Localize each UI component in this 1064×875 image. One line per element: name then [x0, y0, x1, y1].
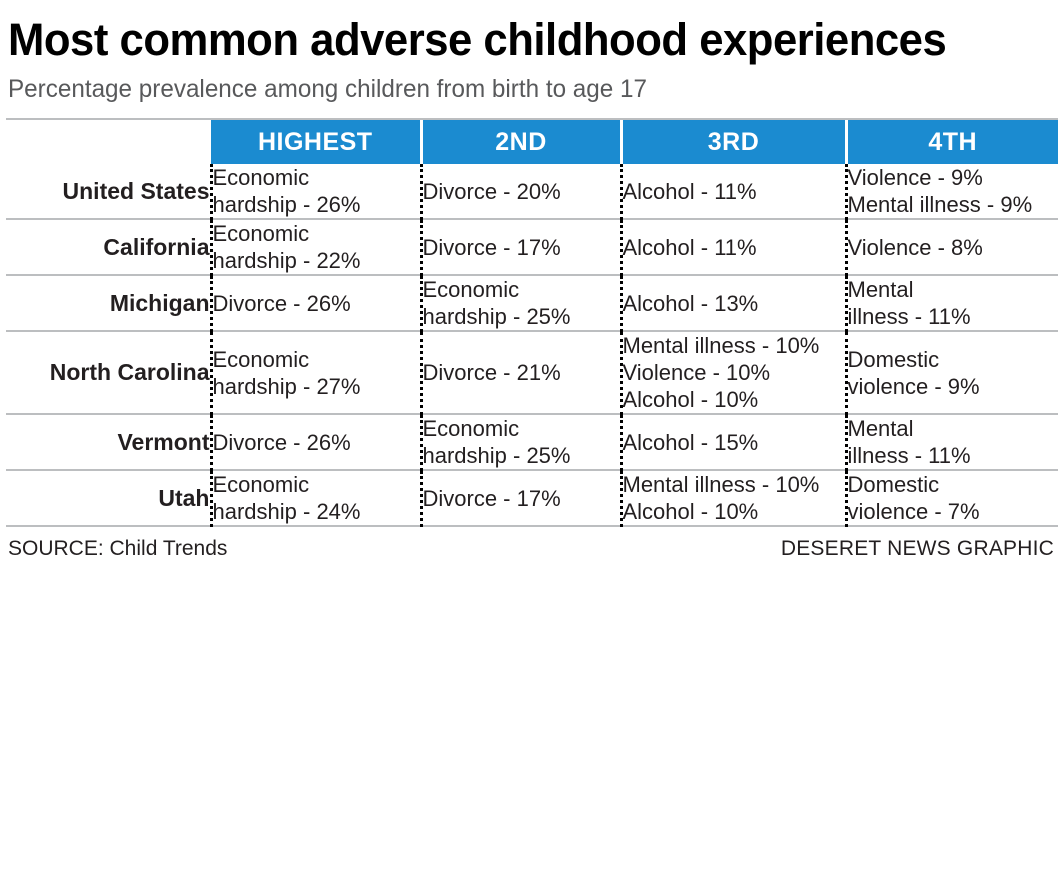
cell-line: hardship - 22%	[212, 248, 361, 273]
cell-line: Divorce - 17%	[422, 234, 561, 260]
source-note: SOURCE: Child Trends	[8, 537, 228, 560]
cell-united-states-highest	[211, 164, 421, 219]
table-corner-cell	[6, 120, 211, 164]
cell-michigan-3rd	[621, 275, 846, 331]
table-header-row	[6, 120, 1058, 164]
cell-line: Alcohol - 10%	[622, 387, 759, 412]
column-header-highest: HIGHEST	[211, 120, 421, 164]
table-row	[6, 414, 1058, 470]
cell-line: Divorce - 17%	[422, 485, 561, 511]
cell-line: Mental illness - 10%	[622, 472, 820, 497]
cell-california-4th	[846, 219, 1058, 275]
cell-line: illness - 11%	[847, 443, 971, 468]
table-body	[6, 164, 1058, 526]
cell-united-states-2nd	[421, 164, 621, 219]
row-label-michigan: Michigan	[109, 289, 210, 316]
table-row	[6, 164, 1058, 219]
cell-united-states-4th	[846, 164, 1058, 219]
cell-line: Economic	[212, 165, 310, 190]
table-header	[6, 120, 1058, 164]
cell-line: Mental	[847, 416, 914, 441]
cell-michigan-2nd	[421, 275, 621, 331]
cell-line: Alcohol - 13%	[622, 290, 759, 316]
cell-michigan-highest	[211, 275, 421, 331]
page-title: Most common adverse childhood experiences	[8, 14, 947, 65]
cell-line: Mental illness - 9%	[847, 192, 1033, 217]
cell-line: hardship - 24%	[212, 499, 361, 524]
graphic-credit: DESERET NEWS GRAPHIC	[780, 537, 1054, 560]
cell-north-carolina-2nd	[421, 331, 621, 414]
cell-line: Alcohol - 11%	[622, 178, 757, 204]
cell-line: Economic	[212, 221, 310, 246]
column-header-3rd: 3RD	[621, 120, 846, 164]
cell-line: violence - 7%	[847, 499, 980, 524]
cell-california-highest	[211, 219, 421, 275]
cell-line: hardship - 25%	[422, 443, 571, 468]
cell-north-carolina-highest	[211, 331, 421, 414]
table-row	[6, 470, 1058, 526]
footer	[6, 537, 1058, 561]
page-subtitle: Percentage prevalence among children from birth to age 17	[8, 75, 647, 103]
cell-utah-4th	[846, 470, 1058, 526]
cell-utah-3rd	[621, 470, 846, 526]
cell-line: Alcohol - 15%	[622, 429, 759, 455]
data-table	[6, 120, 1058, 527]
column-header-4th: 4TH	[846, 120, 1058, 164]
cell-line: Economic	[212, 472, 310, 497]
row-label-utah: Utah	[158, 484, 210, 511]
cell-line: Divorce - 21%	[422, 360, 561, 385]
cell-line: Violence - 10%	[622, 360, 771, 385]
cell-line: Domestic	[847, 472, 940, 497]
cell-north-carolina-3rd	[621, 331, 846, 414]
cell-california-2nd	[421, 219, 621, 275]
cell-line: Economic	[212, 346, 310, 372]
cell-line: illness - 11%	[847, 304, 971, 329]
cell-line: hardship - 26%	[212, 192, 361, 217]
cell-vermont-3rd	[621, 414, 846, 470]
cell-utah-highest	[211, 470, 421, 526]
table-row	[6, 331, 1058, 414]
cell-michigan-4th	[846, 275, 1058, 331]
cell-line: Domestic	[847, 346, 940, 372]
table-row	[6, 275, 1058, 331]
cell-line: Economic	[422, 416, 520, 441]
column-header-2nd: 2ND	[421, 120, 621, 164]
cell-united-states-3rd	[621, 164, 846, 219]
cell-line: Divorce - 20%	[422, 178, 561, 204]
cell-line: violence - 9%	[847, 373, 980, 399]
cell-line: hardship - 27%	[212, 373, 361, 399]
row-label-california: California	[103, 233, 210, 260]
cell-vermont-4th	[846, 414, 1058, 470]
cell-vermont-highest	[211, 414, 421, 470]
data-table-container	[6, 118, 1058, 527]
cell-line: Alcohol - 10%	[622, 499, 759, 524]
cell-line: Divorce - 26%	[212, 429, 351, 455]
row-label-united-states: United States	[62, 177, 210, 204]
cell-north-carolina-4th	[846, 331, 1058, 414]
graphic-page	[0, 14, 1064, 875]
cell-line: Violence - 8%	[847, 234, 983, 260]
cell-line: Economic	[422, 277, 520, 302]
cell-line: Divorce - 26%	[212, 290, 351, 316]
row-label-vermont: Vermont	[117, 428, 210, 455]
table-row	[6, 219, 1058, 275]
cell-line: Mental illness - 10%	[622, 333, 820, 358]
cell-california-3rd	[621, 219, 846, 275]
row-label-north-carolina: North Carolina	[49, 359, 210, 385]
cell-line: Violence - 9%	[847, 165, 983, 190]
cell-line: Alcohol - 11%	[622, 234, 757, 260]
cell-line: Mental	[847, 277, 914, 302]
cell-vermont-2nd	[421, 414, 621, 470]
cell-line: hardship - 25%	[422, 304, 571, 329]
cell-utah-2nd	[421, 470, 621, 526]
